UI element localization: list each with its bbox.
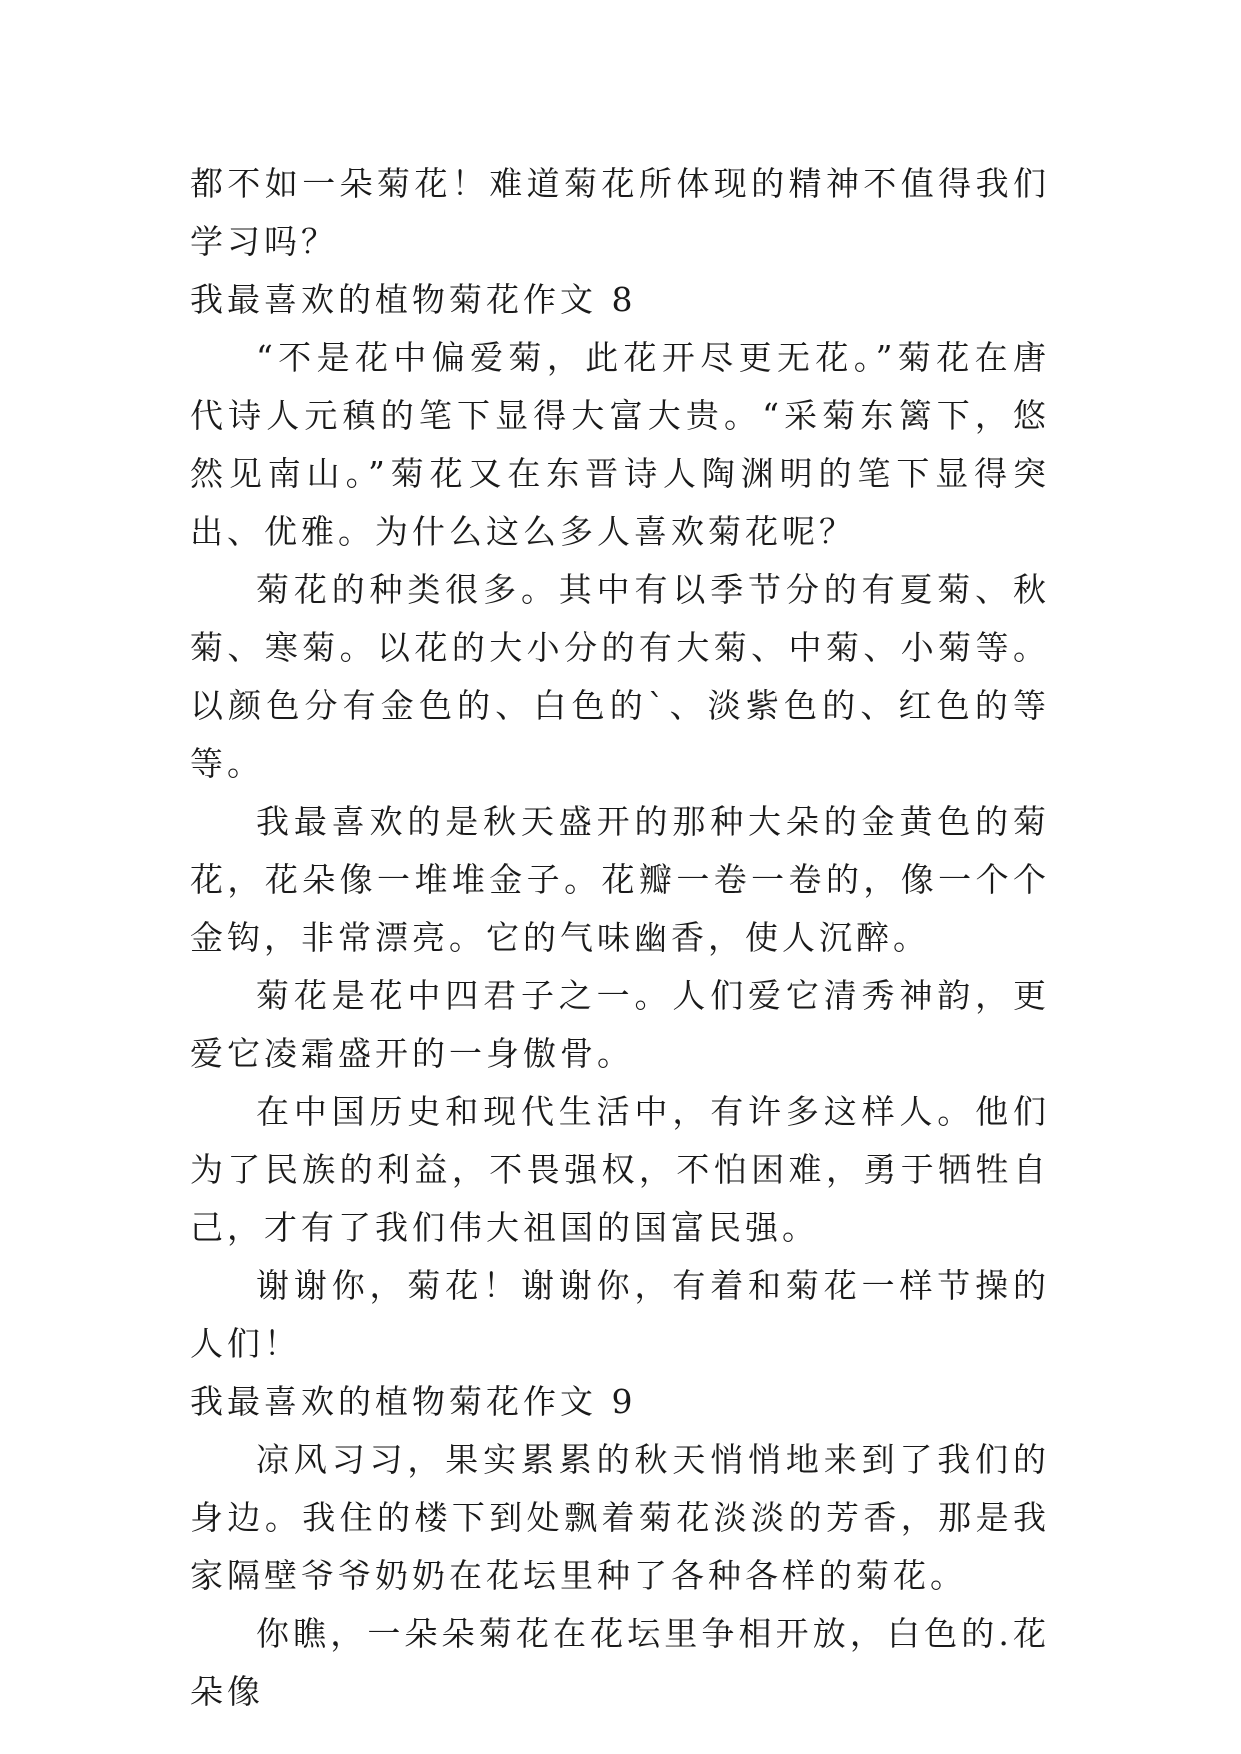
document-body [190, 155, 1050, 1721]
paragraph: 我最喜欢的是秋天盛开的那种大朵的金黄色的菊花，花朵像一堆堆金子。花瓣一卷一卷的，像一个个金钩，非常漂亮。它的气味幽香，使人沉醉。 [190, 802, 1050, 957]
paragraph: 凉风习习，果实累累的秋天悄悄地来到了我们的身边。我住的楼下到处飘着菊花淡淡的芳香，那是我家隔壁爷爷奶奶在花坛里种了各种各样的菊花。 [190, 1440, 1050, 1595]
paragraph: 都不如一朵菊花！难道菊花所体现的精神不值得我们学习吗？ [190, 164, 1050, 261]
paragraph: 你瞧，一朵朵菊花在花坛里争相开放，白色的.花朵像 [190, 1614, 1050, 1711]
paragraph: 在中国历史和现代生活中，有许多这样人。他们为了民族的利益，不畏强权，不怕困难，勇于牺牲自己，才有了我们伟大祖国的国富民强。 [190, 1092, 1050, 1247]
paragraph: 谢谢你，菊花！谢谢你，有着和菊花一样节操的人们！ [190, 1266, 1050, 1363]
section-heading: 我最喜欢的植物菊花作文 9 [190, 1382, 637, 1421]
paragraph: “不是花中偏爱菊，此花开尽更无花。”菊花在唐代诗人元稹的笔下显得大富大贵。“采菊东篱下，悠然见南山。”菊花又在东晋诗人陶渊明的笔下显得突出、优雅。为什么这么多人喜欢菊花呢？ [190, 338, 1050, 551]
paragraph: 菊花的种类很多。其中有以季节分的有夏菊、秋菊、寒菊。以花的大小分的有大菊、中菊、小菊等。以颜色分有金色的、白色的`、淡紫色的、红色的等等。 [190, 570, 1050, 783]
section-heading: 我最喜欢的植物菊花作文 8 [190, 280, 637, 319]
paragraph: 菊花是花中四君子之一。人们爱它清秀神韵，更爱它凌霜盛开的一身傲骨。 [190, 976, 1050, 1073]
